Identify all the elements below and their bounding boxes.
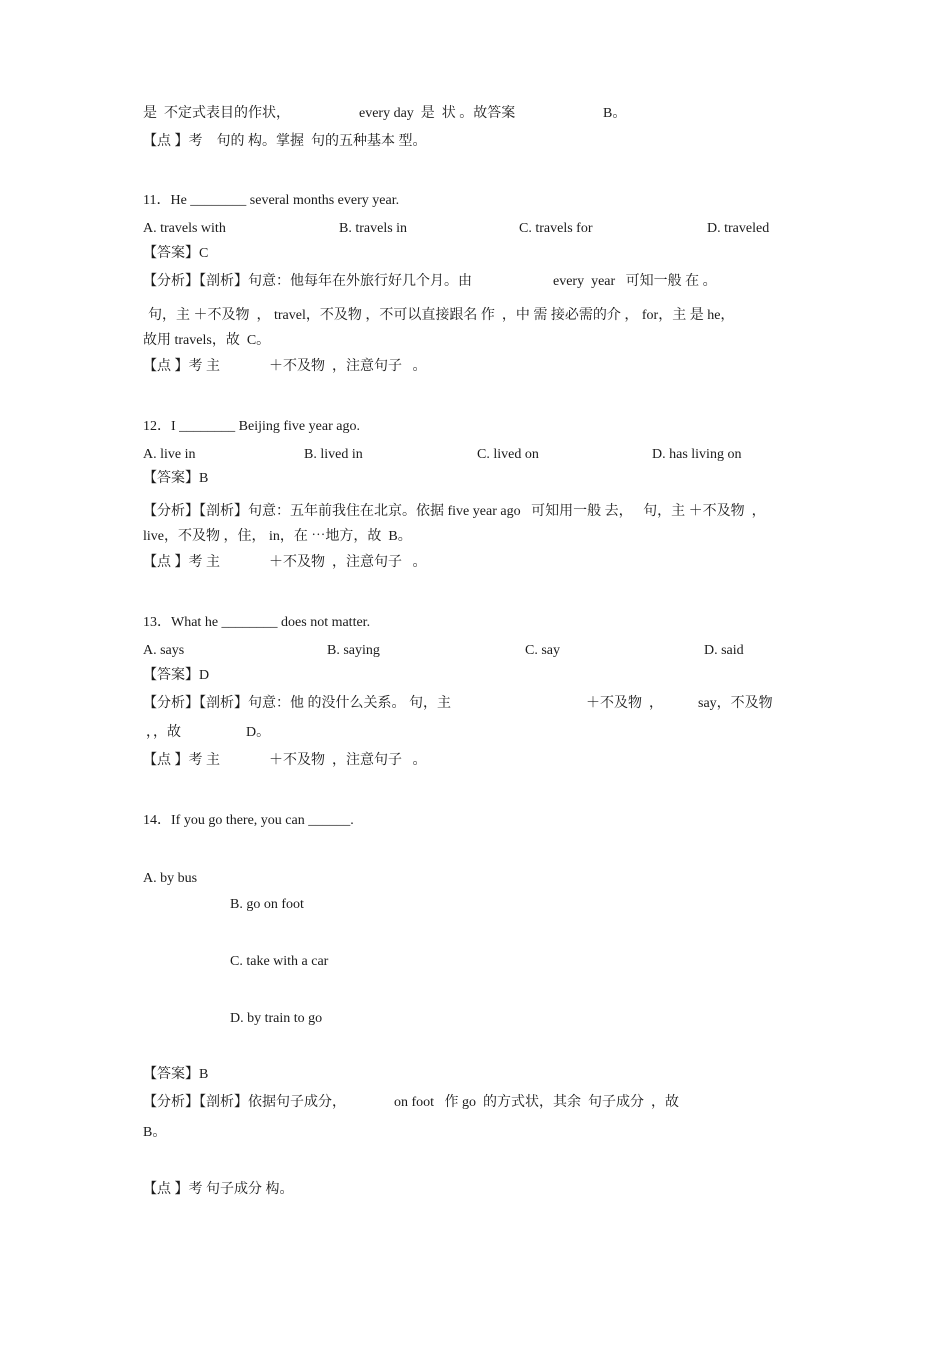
q11-option-c: C. travels for [519, 221, 593, 236]
q12-analysis-line1: 【分析】【剖析】句意：五年前我住在北京。依据 five year ago 可知用一般 去， 句，主 ＋不及物 ， [143, 504, 766, 519]
q12-question: 12．I ________ Beijing five year ago. [143, 419, 360, 434]
q12-analysis-line2: live，不及物 ，住， in，在 ⋯地方，故 B。 [143, 529, 412, 544]
q11-analysis-part2: every year 可知一般 在 。 [553, 274, 717, 289]
q14-analysis-part2: on foot 作 go 的方式状，其余 句子成分 ，故 [394, 1095, 680, 1110]
q11-point: 【点 】考 主 ＋不及物 ，注意句子 。 [143, 359, 427, 374]
q12-answer: 【答案】B [143, 471, 209, 486]
q13-analysis-line2-part1: ，，故 [146, 725, 181, 740]
q11-option-d: D. traveled [707, 221, 770, 236]
q11-answer: 【答案】C [143, 246, 209, 261]
q14-option-b: B. go on foot [230, 897, 304, 912]
q13-analysis-part2: ＋不及物 ， [586, 696, 663, 711]
q13-option-d: D. said [704, 643, 744, 658]
q11-analysis-part1: 【分析】【剖析】句意：他每年在外旅行好几个月。由 [143, 274, 472, 289]
q14-option-a: A. by bus [143, 871, 198, 886]
q13-analysis-line2-part2: D。 [246, 725, 271, 740]
q11-question: 11．He ________ several months every year. [143, 193, 400, 208]
top-point-line: 【点 】考 句的 构。掌握 句的五种基本 型。 [143, 134, 427, 149]
top-explanation-part2: every day 是 状 。故答案 [359, 106, 516, 121]
q12-point: 【点 】考 主 ＋不及物 ，注意句子 。 [143, 555, 427, 570]
q12-option-c: C. lived on [477, 447, 539, 462]
q13-option-b: B. saying [327, 643, 380, 658]
q12-option-b: B. lived in [304, 447, 363, 462]
q14-answer: 【答案】B [143, 1067, 209, 1082]
top-explanation-part3: B。 [603, 106, 627, 121]
q14-option-c: C. take with a car [230, 954, 329, 969]
q13-answer: 【答案】D [143, 668, 210, 683]
q14-analysis-part1: 【分析】【剖析】依据句子成分， [143, 1095, 346, 1110]
top-explanation-part1: 是 不定式表目的作状， [143, 106, 290, 121]
q14-question: 14．If you go there, you can ______. [143, 813, 354, 828]
q12-option-d: D. has living on [652, 447, 742, 462]
q12-option-a: A. live in [143, 447, 196, 462]
q14-option-d: D. by train to go [230, 1011, 323, 1026]
q11-option-b: B. travels in [339, 221, 408, 236]
q13-point: 【点 】考 主 ＋不及物 ，注意句子 。 [143, 753, 427, 768]
q14-analysis-line2: B。 [143, 1125, 167, 1140]
q11-option-a: A. travels with [143, 221, 226, 236]
q13-option-a: A. says [143, 643, 185, 658]
q13-question: 13．What he ________ does not matter. [143, 615, 371, 630]
q13-analysis-part1: 【分析】【剖析】句意：他 的没什么关系。 句，主 [143, 696, 451, 711]
q11-analysis-line2: 句，主 ＋不及物 ， travel，不及物 ，不可以直接跟名 作 ，中 需 接必需的介 ， for，主 是 he， [148, 308, 735, 323]
q13-analysis-part3: say，不及物 [698, 696, 773, 711]
q14-point: 【点 】考 句子成分 构。 [143, 1182, 294, 1197]
q13-option-c: C. say [525, 643, 560, 658]
q11-analysis-line3: 故用 travels，故 C。 [143, 333, 271, 348]
